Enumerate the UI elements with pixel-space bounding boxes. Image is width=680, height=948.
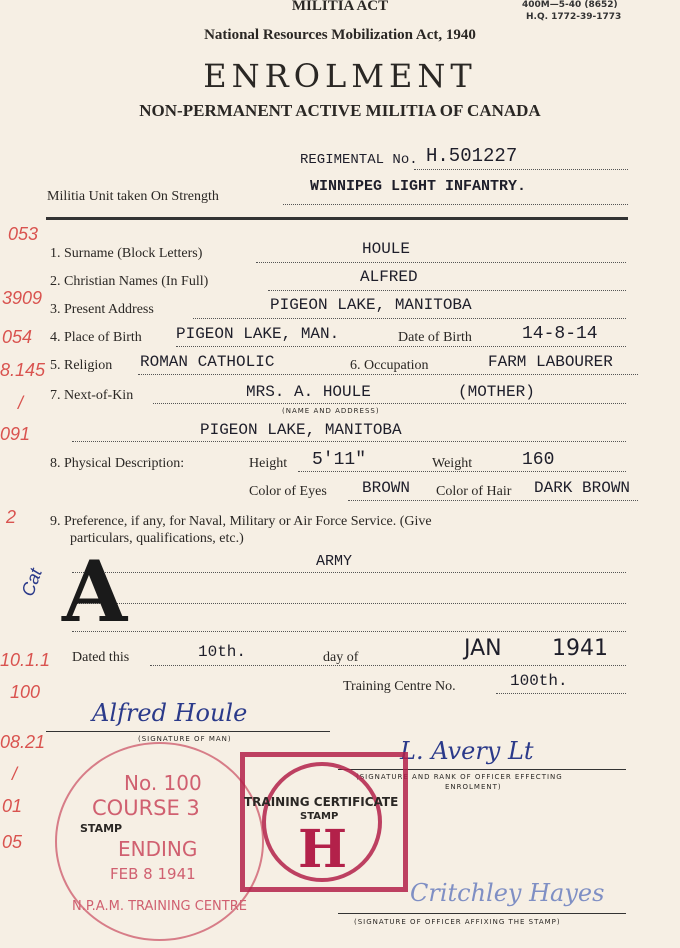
fill-line [72,441,626,442]
margin-note: 10.1.1 [0,650,51,670]
field-6-label [350,358,429,374]
field-label: Place of Birth [64,330,142,345]
field-num: 1. [50,246,61,261]
eyes-label: Color of Eyes [249,484,327,499]
fill-line [298,471,626,472]
field-8-label [50,456,184,472]
weight-label: Weight [432,456,473,471]
stamp-ending: ENDING [118,837,198,861]
field-1-label [50,246,202,262]
field-label: Present Address [64,302,154,317]
kin-value: MRS. A. HOULE [246,383,371,401]
surname-value: HOULE [362,240,411,258]
margin-note: 3909 [2,288,43,308]
fill-line [153,403,626,404]
officer-label-2: ENROLMENT) [445,783,502,791]
margin-note: 05 [2,832,23,852]
field-num: 9. [50,514,61,529]
field-4-label [50,330,142,346]
margin-note: 100 [10,682,41,702]
fill-line [193,318,626,319]
signature-man: Alfred Houle [92,699,248,727]
dated-year: 1941 [552,636,608,661]
field-9-label [50,514,432,530]
birthdate-label: Date of Birth [398,330,472,345]
field-num: 6. [350,358,361,373]
margin-note: 054 [2,327,33,347]
field-label: Christian Names (In Full) [64,274,209,289]
form-code: 400M—5-40 (8652) [522,0,618,10]
signature-affixing: Critchley Hayes [410,879,605,907]
category-handwritten: Cat [17,565,46,599]
eyes-value: BROWN [362,479,411,497]
stamp-label: STAMP [80,822,123,835]
h-letter: H [298,819,348,880]
field-2-label [50,274,208,290]
divider [338,913,626,914]
margin-note: 8.145 [0,360,46,380]
subact-title: National Resources Mobilization Act, 1940 [204,27,476,43]
field-num: 3. [50,302,61,317]
field-3-label [50,302,154,318]
stamp-no: No. 100 [124,771,202,795]
christian-value: ALFRED [360,268,418,286]
fill-line [268,290,626,291]
birthdate-value: 14-8-14 [522,324,598,344]
signature-man-label: (SIGNATURE OF MAN) [138,735,232,743]
field-label: Surname (Block Letters) [64,246,203,261]
field-label: Occupation [364,358,429,373]
divider [46,731,330,732]
regimental-value: H.501227 [426,145,518,167]
dated-month: JAN [464,636,502,661]
field-num: 5. [50,358,61,373]
stamp-ring-text: N.P.A.M. TRAINING CENTRE [72,899,247,914]
unit-label: Militia Unit taken On Strength [47,189,219,204]
training-value: 100th. [510,672,568,690]
fill-line [150,665,626,666]
fill-line [414,169,628,170]
cert-label: TRAINING CERTIFICATE [244,795,399,809]
field-9-label-2: particulars, qualifications, etc.) [70,531,244,546]
fill-line [496,693,626,694]
fill-line [176,346,626,347]
regimental-label: REGIMENTAL No. [300,152,418,168]
dated-label: Dated this [72,650,130,665]
height-label: Height [249,456,288,471]
fill-line [283,204,628,205]
field-num: 8. [50,456,61,471]
preference-value: ARMY [316,553,353,570]
address-value: PIGEON LAKE, MANITOBA [270,296,472,314]
day-of-label: day of [323,650,359,665]
field-label: Preference, if any, for Naval, Military or Air Force Service. (Give [64,514,432,529]
field-7-label [50,388,133,404]
hair-value: DARK BROWN [534,479,631,497]
signature-officer: L. Avery Lt [400,737,534,765]
fill-line [72,603,626,604]
fill-line [72,572,626,573]
margin-note: 091 [0,424,31,444]
cert-stamp-label: STAMP [300,811,339,822]
weight-value: 160 [522,450,555,470]
kin-relation: (MOTHER) [458,383,535,401]
unit-value: WINNIPEG LIGHT INFANTRY. [310,178,527,195]
stamp-course: COURSE 3 [92,796,200,820]
field-num: 2. [50,274,61,289]
kin-address: PIGEON LAKE, MANITOBA [200,421,402,439]
page-subtitle: NON-PERMANENT ACTIVE MILITIA OF CANADA [139,101,541,120]
margin-note: 01 [2,796,23,816]
page-title: ENROLMENT [203,57,477,95]
divider [46,217,628,220]
fill-line [256,262,626,263]
fill-line [138,374,638,375]
hair-label: Color of Hair [436,484,512,499]
field-label: Religion [64,358,113,373]
occupation-value: FARM LABOURER [488,353,613,371]
officer-label: (SIGNATURE AND RANK OF OFFICER EFFECTING [356,773,563,781]
field-num: 7. [50,388,61,403]
training-label: Training Centre No. [343,679,456,694]
margin-note: / [12,764,18,784]
height-value: 5'11" [312,450,367,470]
fill-line [348,500,638,501]
field-label: Next-of-Kin [64,388,134,403]
field-label: Physical Description: [64,456,185,471]
margin-note: 2 [6,507,17,527]
act-title: MILITIA ACT [291,0,389,14]
category-a-stamp: A [62,542,128,641]
margin-note: 08.21 [0,732,46,752]
religion-value: ROMAN CATHOLIC [140,353,275,371]
stamp-date: FEB 8 1941 [110,865,196,883]
margin-note: / [18,393,24,413]
form-code-2: H.Q. 1772-39-1773 [526,12,622,22]
field-5-label [50,358,112,374]
kin-sublabel: (NAME AND ADDRESS) [282,407,380,415]
field-num: 4. [50,330,61,345]
dated-day: 10th. [198,643,247,661]
birthplace-value: PIGEON LAKE, MAN. [176,325,340,343]
margin-note: 053 [8,224,39,244]
fill-line [72,631,626,632]
affixing-label: (SIGNATURE OF OFFICER AFFIXING THE STAMP) [354,918,561,926]
